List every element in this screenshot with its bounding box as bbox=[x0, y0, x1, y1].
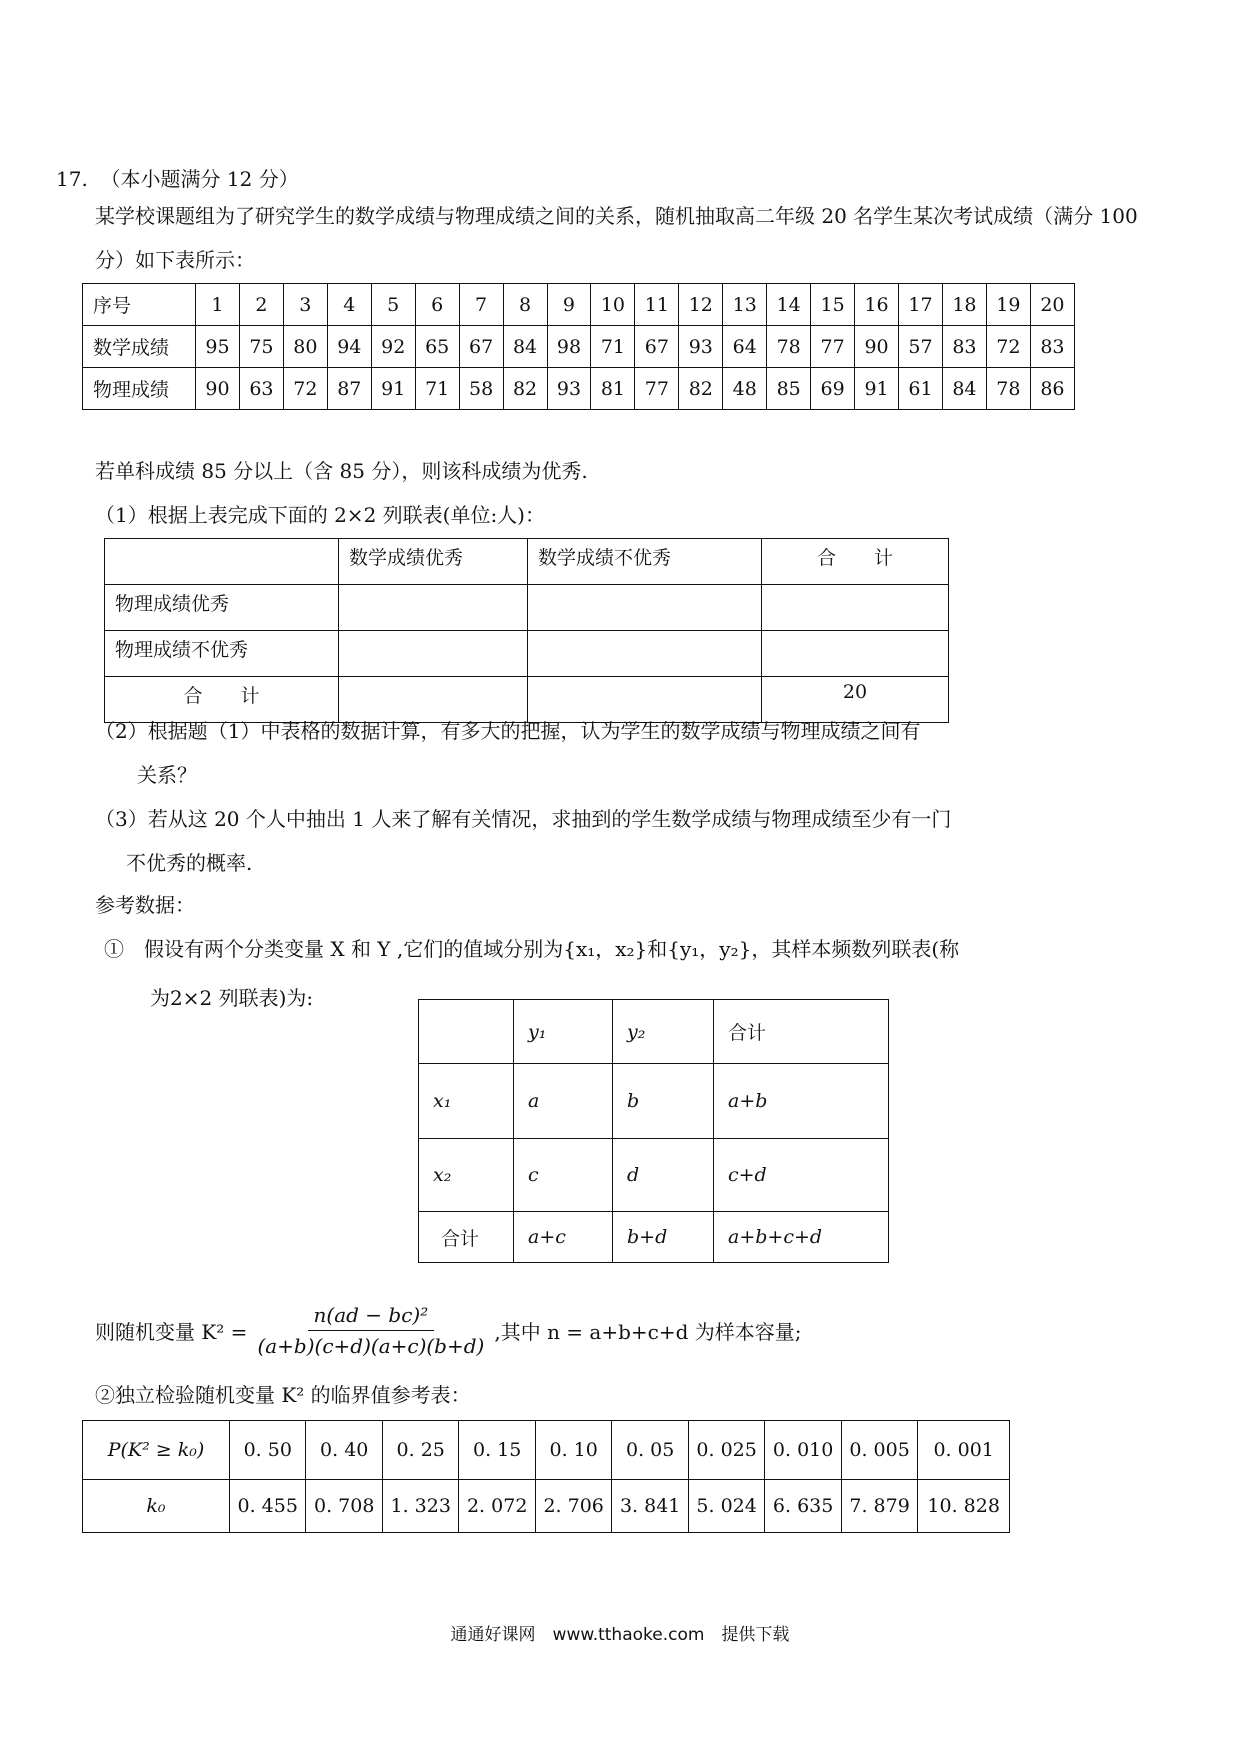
row-label: 物理成绩优秀 bbox=[105, 585, 339, 631]
id-cell: 6 bbox=[415, 284, 459, 326]
p-value-cell: 0. 025 bbox=[688, 1421, 764, 1480]
math-cell: 83 bbox=[1030, 326, 1074, 368]
contingency-table-blank bbox=[104, 538, 949, 723]
math-cell: 83 bbox=[942, 326, 986, 368]
question-number: 17. （本小题满分 12 分） bbox=[56, 167, 299, 191]
table-header: 合计 bbox=[714, 1000, 889, 1064]
critical-value-table bbox=[82, 1420, 1010, 1533]
formula-denominator: (a+b)(c+d)(a+c)(b+d) bbox=[257, 1333, 485, 1358]
score-note: （本小题满分 12 分） bbox=[100, 167, 299, 191]
table-cell: d bbox=[613, 1139, 714, 1212]
table-row bbox=[419, 1064, 889, 1139]
physics-cell: 81 bbox=[591, 368, 635, 410]
id-cell: 8 bbox=[503, 284, 547, 326]
p-value-cell: 0. 001 bbox=[918, 1421, 1010, 1480]
math-cell: 77 bbox=[811, 326, 855, 368]
math-cell: 78 bbox=[767, 326, 811, 368]
math-cell: 95 bbox=[196, 326, 240, 368]
table-header: 数学成绩优秀 bbox=[339, 539, 528, 585]
id-cell: 7 bbox=[459, 284, 503, 326]
id-cell: 3 bbox=[283, 284, 327, 326]
table-row bbox=[105, 631, 949, 677]
id-cell: 16 bbox=[855, 284, 899, 326]
table-header: 数学成绩不优秀 bbox=[528, 539, 762, 585]
id-cell: 2 bbox=[239, 284, 283, 326]
table-row bbox=[419, 1000, 889, 1064]
k-value-cell: 0. 708 bbox=[306, 1480, 382, 1533]
k-value-cell: 7. 879 bbox=[841, 1480, 917, 1533]
reference-heading: 参考数据： bbox=[95, 893, 195, 917]
table-cell: a bbox=[514, 1064, 613, 1139]
id-cell: 1 bbox=[196, 284, 240, 326]
id-cell: 4 bbox=[327, 284, 371, 326]
table-row bbox=[83, 1480, 1010, 1533]
table-header: y₁ bbox=[514, 1000, 613, 1064]
k-value-cell: 2. 072 bbox=[459, 1480, 535, 1533]
table-row bbox=[105, 585, 949, 631]
row-label: 物理成绩不优秀 bbox=[105, 631, 339, 677]
physics-cell: 86 bbox=[1030, 368, 1074, 410]
id-cell: 13 bbox=[723, 284, 767, 326]
p-value-cell: 0. 15 bbox=[459, 1421, 535, 1480]
physics-cell: 71 bbox=[415, 368, 459, 410]
p-value-cell: 0. 50 bbox=[230, 1421, 306, 1480]
table-header: y₂ bbox=[613, 1000, 714, 1064]
id-cell: 11 bbox=[635, 284, 679, 326]
id-cell: 15 bbox=[811, 284, 855, 326]
table-cell: a+b bbox=[714, 1064, 889, 1139]
table-row bbox=[83, 326, 1075, 368]
math-cell: 98 bbox=[547, 326, 591, 368]
reference-contingency-table bbox=[418, 999, 889, 1263]
table-row bbox=[105, 539, 949, 585]
p-label: P(K² ≥ k₀) bbox=[83, 1421, 230, 1480]
physics-cell: 87 bbox=[327, 368, 371, 410]
table-cell bbox=[339, 585, 528, 631]
k-value-cell: 10. 828 bbox=[918, 1480, 1010, 1533]
id-cell: 18 bbox=[942, 284, 986, 326]
table-cell bbox=[419, 1000, 514, 1064]
physics-cell: 61 bbox=[899, 368, 943, 410]
math-cell: 64 bbox=[723, 326, 767, 368]
math-cell: 80 bbox=[283, 326, 327, 368]
math-cell: 72 bbox=[986, 326, 1030, 368]
row-label: x₂ bbox=[419, 1139, 514, 1212]
id-cell: 5 bbox=[371, 284, 415, 326]
p-value-cell: 0. 05 bbox=[612, 1421, 688, 1480]
p-value-cell: 0. 40 bbox=[306, 1421, 382, 1480]
physics-cell: 63 bbox=[239, 368, 283, 410]
table-cell bbox=[528, 631, 762, 677]
table-cell: c+d bbox=[714, 1139, 889, 1212]
reference-item-2: ②独立检验随机变量 K² 的临界值参考表： bbox=[95, 1383, 471, 1407]
physics-cell: 82 bbox=[679, 368, 723, 410]
table-cell: a+b+c+d bbox=[714, 1212, 889, 1263]
table-cell bbox=[105, 539, 339, 585]
physics-cell: 48 bbox=[723, 368, 767, 410]
part-3-line-1: （3）若从这 20 个人中抽出 1 人来了解有关情况，求抽到的学生数学成绩与物理成绩至少有一门 bbox=[95, 807, 952, 831]
physics-cell: 72 bbox=[283, 368, 327, 410]
physics-cell: 91 bbox=[371, 368, 415, 410]
part-3-line-2: 不优秀的概率. bbox=[126, 851, 253, 875]
math-cell: 92 bbox=[371, 326, 415, 368]
table-row bbox=[419, 1212, 889, 1263]
table-cell bbox=[528, 585, 762, 631]
math-cell: 67 bbox=[635, 326, 679, 368]
physics-cell: 91 bbox=[855, 368, 899, 410]
table-row bbox=[83, 284, 1075, 326]
math-cell: 93 bbox=[679, 326, 723, 368]
p-value-cell: 0. 10 bbox=[535, 1421, 611, 1480]
intro-line-1: 某学校课题组为了研究学生的数学成绩与物理成绩之间的关系，随机抽取高二年级 20 名学生某次考试成绩（满分 100 bbox=[95, 204, 1138, 228]
id-cell: 14 bbox=[767, 284, 811, 326]
scores-table bbox=[82, 283, 1075, 410]
table-row bbox=[419, 1139, 889, 1212]
p-value-cell: 0. 010 bbox=[765, 1421, 841, 1480]
table-cell: c bbox=[514, 1139, 613, 1212]
physics-cell: 58 bbox=[459, 368, 503, 410]
k-squared-formula bbox=[95, 1295, 802, 1365]
k-value-cell: 2. 706 bbox=[535, 1480, 611, 1533]
math-cell: 65 bbox=[415, 326, 459, 368]
math-cell: 67 bbox=[459, 326, 503, 368]
excellence-condition: 若单科成绩 85 分以上（含 85 分），则该科成绩为优秀. bbox=[95, 459, 588, 483]
math-cell: 75 bbox=[239, 326, 283, 368]
table-cell bbox=[762, 631, 949, 677]
id-cell: 17 bbox=[899, 284, 943, 326]
physics-cell: 85 bbox=[767, 368, 811, 410]
part-2-line-1: （2）根据题（1）中表格的数据计算，有多大的把握，认为学生的数学成绩与物理成绩之间有 bbox=[95, 719, 921, 743]
intro-line-2: 分）如下表所示： bbox=[95, 248, 255, 272]
physics-cell: 77 bbox=[635, 368, 679, 410]
physics-cell: 90 bbox=[196, 368, 240, 410]
row-label: 合 计 bbox=[105, 677, 339, 723]
part-2-line-2: 关系？ bbox=[137, 763, 197, 787]
k-value-cell: 1. 323 bbox=[382, 1480, 458, 1533]
formula-suffix: ,其中 n = a+b+c+d 为样本容量; bbox=[494, 1319, 802, 1344]
p-value-cell: 0. 25 bbox=[382, 1421, 458, 1480]
physics-cell: 84 bbox=[942, 368, 986, 410]
row-label: 序号 bbox=[83, 284, 196, 326]
math-cell: 94 bbox=[327, 326, 371, 368]
table-row bbox=[83, 368, 1075, 410]
page-footer: 通通好课网 www.tthaoke.com 提供下载 bbox=[450, 1625, 790, 1645]
math-cell: 71 bbox=[591, 326, 635, 368]
id-cell: 10 bbox=[591, 284, 635, 326]
id-cell: 19 bbox=[986, 284, 1030, 326]
k-label: k₀ bbox=[83, 1480, 230, 1533]
k-value-cell: 5. 024 bbox=[688, 1480, 764, 1533]
id-cell: 12 bbox=[679, 284, 723, 326]
part-1-text: （1）根据上表完成下面的 2×2 列联表(单位:人)： bbox=[95, 503, 545, 527]
total-cell: 20 bbox=[762, 677, 949, 723]
math-cell: 90 bbox=[855, 326, 899, 368]
k-value-cell: 3. 841 bbox=[612, 1480, 688, 1533]
id-cell: 20 bbox=[1030, 284, 1074, 326]
table-cell: b bbox=[613, 1064, 714, 1139]
physics-cell: 82 bbox=[503, 368, 547, 410]
row-label: x₁ bbox=[419, 1064, 514, 1139]
table-header: 合 计 bbox=[762, 539, 949, 585]
formula-prefix: 则随机变量 K² = bbox=[95, 1319, 248, 1344]
row-label: 物理成绩 bbox=[83, 368, 196, 410]
physics-cell: 78 bbox=[986, 368, 1030, 410]
row-label: 数学成绩 bbox=[83, 326, 196, 368]
id-cell: 9 bbox=[547, 284, 591, 326]
table-row bbox=[83, 1421, 1010, 1480]
k-value-cell: 0. 455 bbox=[230, 1480, 306, 1533]
formula-numerator: n(ad − bc)² bbox=[308, 1303, 435, 1331]
physics-cell: 69 bbox=[811, 368, 855, 410]
reference-item-1-line-1: ① 假设有两个分类变量 X 和 Y ,它们的值域分别为{x₁，x₂}和{y₁，y₂}，其样本频数列联表(称 bbox=[104, 937, 960, 961]
row-label: 合计 bbox=[419, 1212, 514, 1263]
formula-fraction bbox=[251, 1303, 490, 1358]
k-value-cell: 6. 635 bbox=[765, 1480, 841, 1533]
p-value-cell: 0. 005 bbox=[841, 1421, 917, 1480]
math-cell: 57 bbox=[899, 326, 943, 368]
table-cell bbox=[762, 585, 949, 631]
math-cell: 84 bbox=[503, 326, 547, 368]
table-cell: b+d bbox=[613, 1212, 714, 1263]
physics-cell: 93 bbox=[547, 368, 591, 410]
table-cell: a+c bbox=[514, 1212, 613, 1263]
table-cell bbox=[339, 631, 528, 677]
reference-item-1-line-2: 为2×2 列联表)为: bbox=[150, 986, 314, 1010]
